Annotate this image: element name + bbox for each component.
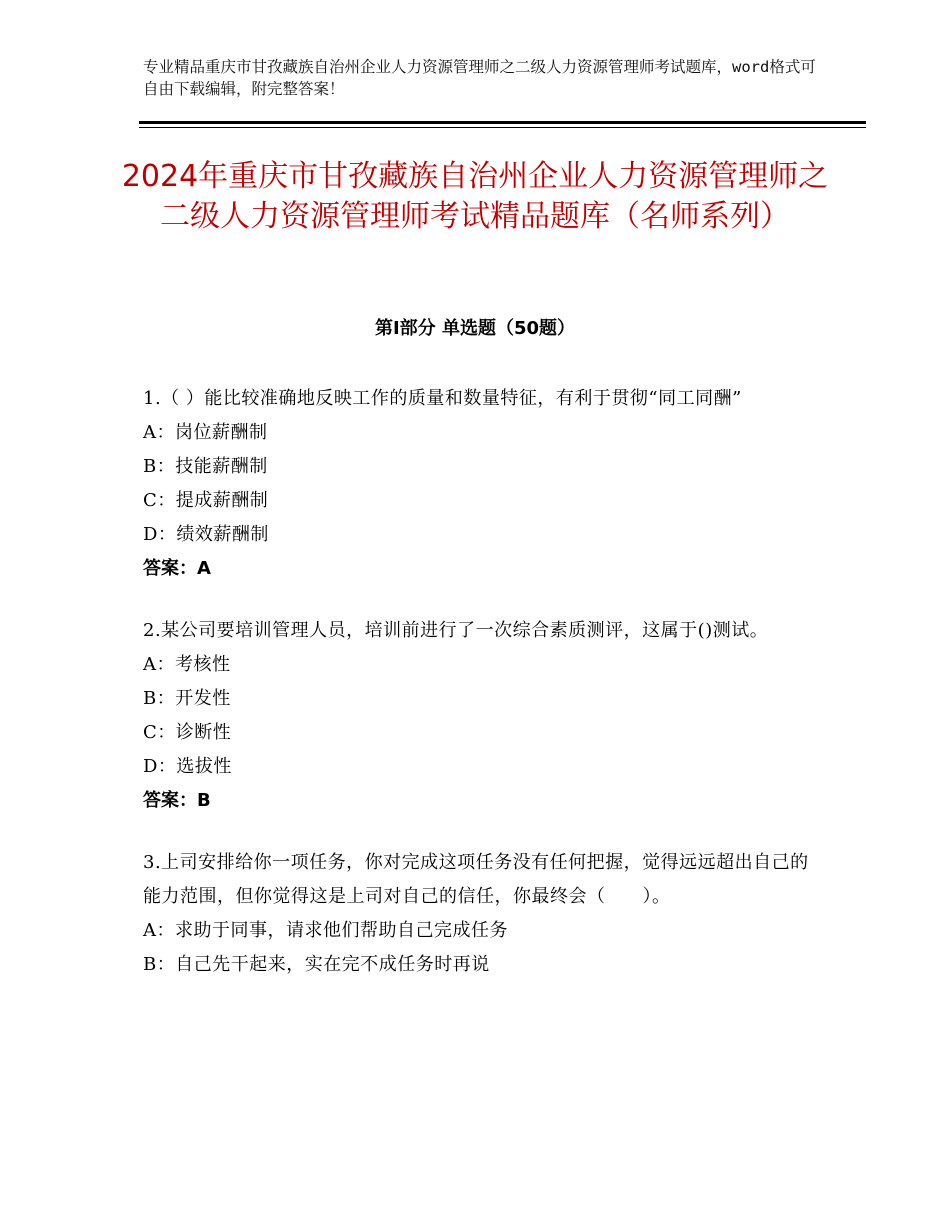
answer: 答案：B [143, 790, 211, 811]
question-list [143, 382, 823, 1010]
option-a: A：求助于同事，请求他们帮助自己完成任务 [143, 920, 508, 941]
question-stem: 3.上司安排给你一项任务，你对完成这项任务没有任何把握，觉得远远超出自己的能力范围，但你觉得这是上司对自己的信任，你最终会（ ）。 [143, 852, 809, 907]
option-d: D：绩效薪酬制 [143, 524, 269, 545]
question-stem: 2.某公司要培训管理人员，培训前进行了一次综合素质测评，这属于()测试。 [143, 620, 769, 641]
answer: 答案：A [143, 558, 211, 579]
question-1 [143, 382, 823, 586]
option-c: C：诊断性 [143, 722, 232, 743]
section-heading: 第Ⅰ部分 单选题（50题） [374, 318, 575, 339]
question-2 [143, 614, 823, 818]
option-b: B：技能薪酬制 [143, 456, 268, 477]
option-b: B：自己先干起来，实在完不成任务时再说 [143, 954, 490, 975]
option-a: A：岗位薪酬制 [143, 422, 268, 443]
document-title: 2024年重庆市甘孜藏族自治州企业人力资源管理师之二级人力资源管理师考试精品题库（名师系列） [121, 159, 829, 234]
option-a: A：考核性 [143, 654, 231, 675]
question-3 [143, 846, 823, 982]
header-rule-thin [139, 127, 866, 128]
question-stem: 1.（ ）能比较准确地反映工作的质量和数量特征，有利于贯彻“同工同酬” [143, 388, 742, 409]
option-b: B：开发性 [143, 688, 231, 709]
option-d: D：选拔性 [143, 756, 232, 777]
header-rule-thick [139, 121, 866, 124]
option-c: C：提成薪酬制 [143, 490, 269, 511]
header-note: 专业精品重庆市甘孜藏族自治州企业人力资源管理师之二级人力资源管理师考试题库，word格式可自由下载编辑，附完整答案！ [143, 58, 816, 98]
